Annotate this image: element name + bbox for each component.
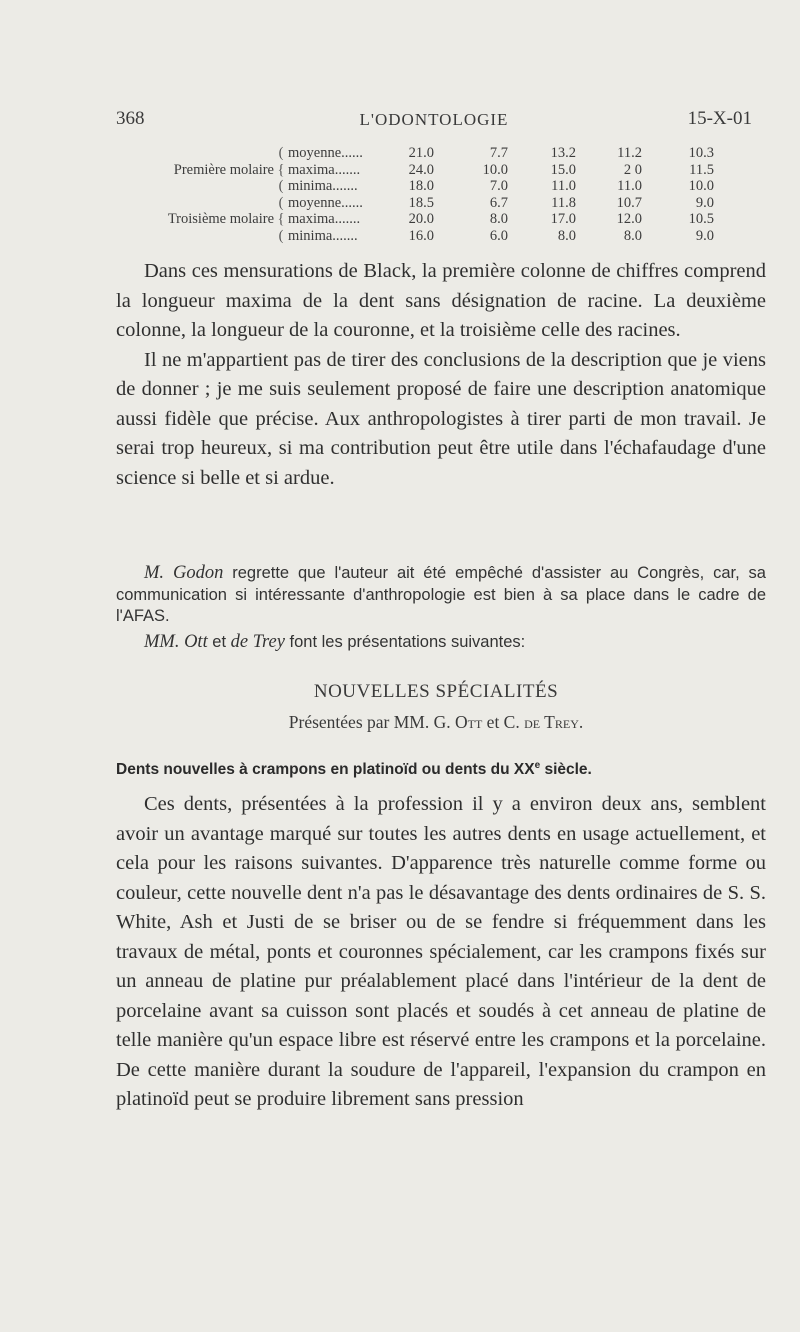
stat-label: maxima....... [288,211,361,228]
brace-glyph: { [277,161,285,178]
brace-glyph: ( [278,178,284,195]
paragraph-text: font les présentations suivantes: [284,632,526,651]
heading-text: Dents nouvelles à crampons en platinoïd ou dents du XX [116,761,535,778]
table-cell: 9.0 [695,194,714,211]
speaker-name: MM. Ott [144,631,208,652]
table-cell: 10.7 [616,194,642,211]
table-cell: 2 0 [623,161,642,178]
page-header [116,108,752,138]
stat-label: minima....... [288,178,358,195]
stat-label: moyenne...... [288,145,363,161]
brace-glyph: ( [278,145,284,161]
paragraph: Dans ces mensurations de Black, la première colonne de chiffres comprend la longueur maxima de la dent sans désignation de racine. La deuxième colonne, la longueur de la couronne, et la troisième celle des racines. [116,260,766,341]
table-row [116,162,756,179]
table-cell: 18.5 [408,194,434,211]
table-cell: 11.0 [617,178,642,195]
table-cell: 16.0 [408,227,434,244]
table-cell: 11.0 [551,178,576,195]
paragraph: Ces dents, présentées à la profession il y a environ deux ans, semblent avoir un avantage marqué sur toutes les autres dents en usage actuellement, et cela pour les raisons suivantes. D'apparence très naturelle comme forme ou couleur, cette nouvelle dent n'a pas le désavantage des dents ordinaires de S. S. White, Ash et Justi de se briser ou de se fendre si fréquemment dans les travaux de métal, ponts et couronnes spécialement, car les crampons fixés sur un anneau de platine pur préalablement placé dans l'intérieur de la dent de porcelaine avant sa cuisson sont placés et soudés à cet anneau de platine de telle manière qu'un espace libre est réservé entre les crampons et la porcelaine. De cette manière durant la soudure de l'appareil, l'expansion du crampon en platinoïd peut se produire librement sans pression [116,793,766,1110]
heading-text: siècle. [540,761,592,778]
speaker-name: M. Godon [144,563,224,583]
stat-label: maxima....... [288,161,361,178]
table-cell: 18.0 [408,178,434,195]
table-cell: 7.0 [489,178,508,195]
table-cell: 11.8 [551,194,576,211]
table-cell: 9.0 [695,227,714,244]
heading-superscript: e [534,760,541,771]
brace-glyph: ( [278,194,284,211]
stat-label: minima....... [288,227,358,244]
table-cell: 8.0 [623,227,642,244]
table-cell: 6.0 [489,227,508,244]
table-cell: 17.0 [550,211,576,228]
table-cell: 15.0 [550,161,576,178]
table-row [116,228,756,245]
section-subtitle [116,712,756,733]
table-cell: 11.2 [617,145,642,161]
table-cell: 10.0 [482,161,508,178]
brace-glyph: ( [278,227,284,244]
author-name: de Trey [524,712,579,732]
paragraph-text: et [207,632,231,651]
body-section-2 [116,790,766,1115]
table-cell: 10.3 [688,145,714,161]
table-cell: 13.2 [550,145,576,161]
article-heading [116,760,760,779]
table-cell: 12.0 [616,211,642,228]
table-row [116,211,756,228]
table-row [116,195,756,212]
table-cell: 20.0 [408,211,434,228]
paragraph: Il ne m'appartient pas de tirer des conclusions de la description que je viens de donner ; je me suis seulement proposé de faire une description anatomique aussi fidèle que précise. Aux anthropologistes à tirer parti de mon travail. Je serai trop heureux, si ma contribution peut être utile dans l'échafaudage d'une science si belle et si ardue. [116,348,766,489]
table-cell: 8.0 [489,211,508,228]
section-title: NOUVELLES SPÉCIALITÉS [313,681,559,702]
table-row [116,178,756,195]
page-number: 368 [116,108,145,129]
table-cell: 8.0 [557,227,576,244]
table-cell: 11.5 [689,161,714,178]
discussion [116,563,766,657]
table-cell: 10.5 [688,211,714,228]
author-name: Ott [454,712,483,732]
table-cell: 24.0 [408,161,434,178]
stat-label: moyenne...... [288,194,363,211]
table-row [116,145,756,162]
issue-date: 15-X-01 [687,108,752,129]
table-cell: 7.7 [489,145,508,161]
speaker-name: de Trey [230,631,285,652]
table-cell: 21.0 [408,145,434,161]
table-cell: 10.0 [688,178,714,195]
paragraph-text: regrette que l'auteur ait été empêché d'assister au Congrès, car, sa communication si intéressante d'anthropologie est bien à sa place dans le cadre de l'AFAS. [116,564,766,625]
subtitle-text: . [578,712,584,732]
subtitle-text: Présentées par MM. G. [288,712,455,732]
paragraph [116,632,766,654]
group-label: Troisième molaire [167,211,274,228]
journal-title: L'ODONTOLOGIE [359,110,509,129]
brace-glyph: { [277,211,285,228]
paragraph [116,563,766,628]
body-section-1 [116,257,766,493]
group-label: Première molaire [173,161,274,178]
table-cell: 6.7 [489,194,508,211]
subtitle-text: et C. [482,712,525,732]
measurement-table [116,145,756,245]
